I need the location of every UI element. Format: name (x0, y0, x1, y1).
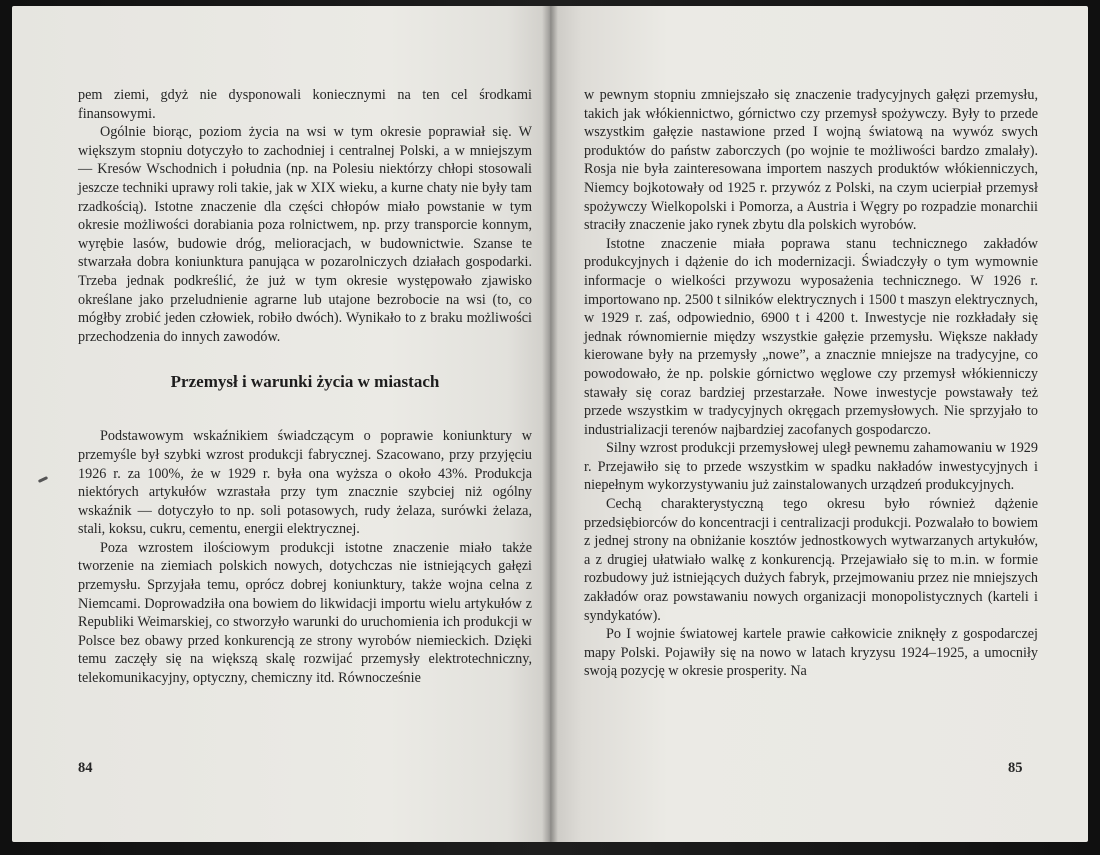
paragraph: Po I wojnie światowej kartele prawie całkowicie zniknęły z gospodarczej mapy Polski. Pojawiły się na nowo w latach kryzysu 1924–1925, a umocniły swoją pozycję w okresie prosperity. Na (584, 626, 1038, 680)
page-number: 84 (78, 760, 93, 776)
paragraph: Istotne znaczenie miała poprawa stanu technicznego zakładów produkcyjnych i dążenie do ich modernizacji. Świadczyły o tym wymownie informacje o wielkości przywozu wyposażenia technicznego. W 1926 r. importowano np. 2500 t silników elektrycznych i 1500 t maszyn elektrycznych, w 1929 r. zaś, odpowiednio, 6900 t i 4200 t. Inwestycje nie rozkładały się jednak równomiernie między wszystkie gałęzie przemysłu. Większe nakłady kierowane były na przemysły „nowe”, a znacznie mniejsze na tradycyjne, co powodowało, że np. polskie górnictwo węglowe czy przemysł włókienniczy stawały się coraz bardziej przestarzałe. Nowe inwestycje powstawały też przede wszystkim w tradycyjnych okręgach przemysłowych. Nie sprzyjało to industrializacji terenów najbardziej zacofanych gospodarczo. (584, 235, 1038, 438)
paragraph: Cechą charakterystyczną tego okresu było również dążenie przedsiębiorców do koncentracji i centralizacji produkcji. Pozwalało to bowiem z jednej strony na obniżanie kosztów jednostkowych wytwarzanych artykułów, a z drugiej ułatwiało walkę z konkurencją. Przejawiało się to m.in. w formie rozbudowy już istniejących dużych fabryk, przejmowaniu przez nie mniejszych zakładów oraz powstawaniu nowych organizacji monopolistycznych (karteli i syndykatów). (584, 496, 1038, 624)
section-heading: Przemysł i warunki życia w miastach (170, 372, 440, 392)
paragraph: w pewnym stopniu zmniejszało się znaczenie tradycyjnych gałęzi przemysłu, takich jak włókiennictwo, górnictwo czy przemysł spożywczy. Były to przede wszystkim gałęzie nastawione przed I wojną światową na wywóz swych produktów do państw zaborczych (po wojnie te możliwości bardzo zmalały). Rosja nie była zainteresowana importem naszych produktów włókienniczych, Niemcy bojkotowały od 1925 r. przywóz z Polski, na czym ucierpiał przemysł spożywczy Wielkopolski i Pomorza, a Austria i Węgry po rozpadzie monarchii straciły znaczenie jako rynek zbytu dla polskich wyrobów. (584, 87, 1038, 234)
paragraph: pem ziemi, gdyż nie dysponowali koniecznymi na ten cel środkami finansowymi. (78, 87, 532, 122)
page-number: 85 (1008, 760, 1023, 776)
margin-pencil-mark (38, 476, 48, 483)
paragraph: Podstawowym wskaźnikiem świadczącym o poprawie koniunktury w przemyśle był szybki wzrost produkcji fabrycznej. Szacowano, przy przyjęciu 1926 r. za 100%, że w 1929 r. była ona wyższa o około 43%. Produkcja niektórych artykułów wzrastała przy tym znacznie szybciej niż ogólny wskaźnik — dotyczyło to np. soli potasowych, rudy żelaza, surówki żelaza, stali, koksu, cukru, cementu, energii elektrycznej. (78, 428, 532, 538)
paragraph: Silny wzrost produkcji przemysłowej uległ pewnemu zahamowaniu w 1929 r. Przejawiło się to przede wszystkim w spadku nakładów inwestycyjnych i niepełnym wykorzystywaniu już zainstalowanych urządzeń produkcyjnych. (584, 440, 1038, 494)
paragraph: Poza wzrostem ilościowym produkcji istotne znaczenie miało także tworzenie na ziemiach polskich nowych, dotychczas nie istniejących gałęzi przemysłu. Sprzyjała temu, oprócz dobrej koniunktury, także wojna celna z Niemcami. Doprowadziła ona bowiem do likwidacji importu wielu artykułów z Republiki Weimarskiej, co stworzyło warunki do uruchomienia ich produkcji w Polsce bez obawy przed konkurencją ze strony wyrobów niemieckich. Dzięki temu zaczęły się na większą skalę rozwijać przemysły elektrotechniczny, telekomunikacyjny, optyczny, chemiczny itd. Równocześnie (78, 539, 532, 687)
right-page-text (584, 86, 1038, 681)
right-page (550, 6, 1088, 842)
left-page-text (78, 86, 532, 688)
paragraph: Ogólnie biorąc, poziom życia na wsi w tym okresie poprawiał się. W większym stopniu dotyczyło to zachodniej i centralnej Polski, a w mniejszym — Kresów Wschodnich i południa (np. na Polesiu niektórzy chłopi stosowali jeszcze techniki uprawy roli takie, jak w XIX wieku, a kurne chaty nie były tam rzadkością). Istotne znaczenie dla części chłopów miało powstanie w tym okresie możliwości dorabiania poza rolnictwem, np. przy transporcie konnym, wyrębie lasów, budowie dróg, melioracjach, w budownictwie. Szanse te stwarzała dobra koniunktura panująca w pozarolniczych działach gospodarki. Trzeba jednak podkreślić, że już w tym okresie występowało zjawisko określane jako przeludnienie agrarne lub utajone bezrobocie na wsi (to, co mógłby zrobić jeden człowiek, robiło dwóch). Wynikało to z braku możliwości przechodzenia do innych zawodów. (78, 124, 532, 345)
left-page (12, 6, 550, 842)
